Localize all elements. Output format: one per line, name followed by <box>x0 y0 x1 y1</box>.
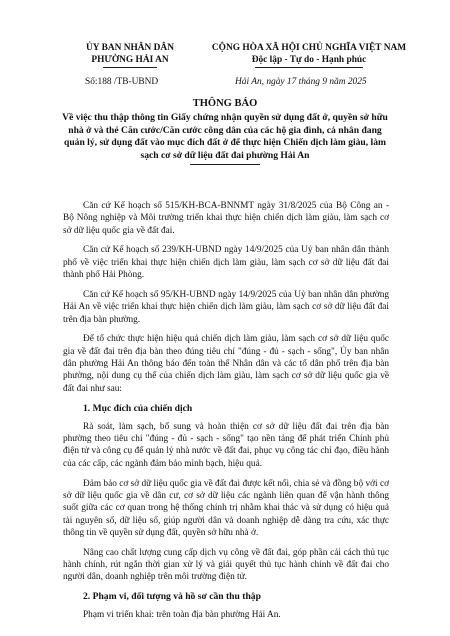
section-heading-1: 1. Mục đích của chiến dịch <box>83 402 193 414</box>
paragraph-basis-2: Căn cứ Kế hoạch số 239/KH-UBND ngày 14/9/2025 của Uỷ ban nhân dân thành phố về việc triển khai thực hiện chiến dịch làm giàu, làm sạch cơ sở dữ liệu đất đai thành phố Hải Phòng. <box>63 245 389 281</box>
document-title: THÔNG BÁO <box>192 98 258 109</box>
motto: Độc lập - Tự do - Hạnh phúc <box>251 55 367 65</box>
document-subject <box>62 112 388 165</box>
issuing-authority <box>70 42 190 68</box>
national-name: CỘNG HÒA XÃ HỘI CHỦ NGHĨA VIỆT NAM <box>211 43 407 53</box>
paragraph-purpose-1: Rà soát, làm sạch, bổ sung và hoàn thiện cơ sở dữ liệu đất đai trên địa bàn phường theo tiêu chí "đúng - đủ - sạch - sống" tạo nền tảng để phát triển Chính phủ điện tử và công cụ để quản lý nhà nước về đất đai, phục vụ công tác chỉ đạo, điều hành của các cấp, các ngành đảm bảo minh bạch, hiệu quả. <box>63 421 389 469</box>
paragraph-purpose-3: Nâng cao chất lượng cung cấp dịch vụ công về đất đai, góp phần cải cách thủ tục hành chính, rút ngắn thời gian xử lý và giải quyết thủ tục hành chính về đất đai cho người dân, doanh nghiệp trên môi trường điện tử. <box>63 547 389 583</box>
paragraph-purpose-2: Đảm bảo cơ sở dữ liệu quốc gia về đất đai được kết nối, chia sẻ và đồng bộ với cơ sở dữ liệu quốc gia về dân cư, cơ sở dữ liệu các ngành liên quan để vận hành thông suốt giữa các cơ quan trong hệ thống chính trị nhằm khai thác và sử dụng có hiệu quả tài nguyên số, dữ liệu số, giúp người dân và doanh nghiệp dễ dàng tra cứu, xác thực thông tin về quyền sử dụng đất, quyền sở hữu nhà ở. <box>63 478 389 538</box>
document-date: Hải An, ngày 17 tháng 9 năm 2025 <box>235 77 367 87</box>
motto-underline <box>255 67 363 68</box>
subject-underline <box>190 164 260 165</box>
section-heading-2: 2. Phạm vi, đối tượng và hồ sơ cần thu thập <box>83 591 261 603</box>
document-number: Số:188 /TB-UBND <box>85 77 159 87</box>
authority-underline <box>103 67 157 68</box>
national-motto <box>198 42 420 68</box>
paragraph-basis-3: Căn cứ Kế hoạch số 95/KH-UBND ngày 14/9/2025 của Uỷ ban nhân dân phường Hải An về việc triển khai thực hiện chiến dịch làm giàu, làm sạch cơ sở dữ liệu đất đai trên địa bàn phường. <box>63 289 389 325</box>
document-body <box>63 200 389 629</box>
paragraph-basis-1: Căn cứ Kế hoạch số 515/KH-BCA-BNNMT ngày 31/8/2025 của Bộ Công an - Bộ Nông nghiệp và Môi trường triển khai thực hiện chiến dịch làm giàu, làm sạch cơ sở dữ liệu quốc gia về đất đai. <box>63 201 389 236</box>
paragraph-scope: Phạm vi triển khai: trên toàn địa bàn phường Hải An. <box>83 610 281 621</box>
paragraph-intro: Để tổ chức thực hiện hiệu quả chiến dịch làm giàu, làm sạch cơ sở dữ liệu quốc gia về đất đai trên địa bàn theo đúng tiêu chí "đúng - đủ - sạch - sống", Ủy ban nhân dân phường Hải An thông báo đến toàn thể Nhân dân và các tổ dân phố trên địa bàn phường, nội dung cụ thể của chiến dịch làm giàu, làm sạch cơ sở dữ liệu quốc gia về đất đai như sau: <box>63 334 389 394</box>
authority-line-2: PHƯỜNG HẢI AN <box>91 55 169 65</box>
subject-text: Về việc thu thập thông tin Giấy chứng nhận quyền sử dụng đất ở, quyền sở hữu nhà ở và thẻ Căn cước/Căn cước công dân của các hộ gia đình, cá nhân đang quản lý, sử dụng đất vào mục đích đất ở để thực hiện Chiến dịch làm giàu, làm sạch cơ sở dữ liệu đất đai phường Hải An <box>62 112 388 161</box>
authority-line-1: ỦY BAN NHÂN DÂN <box>86 43 174 53</box>
